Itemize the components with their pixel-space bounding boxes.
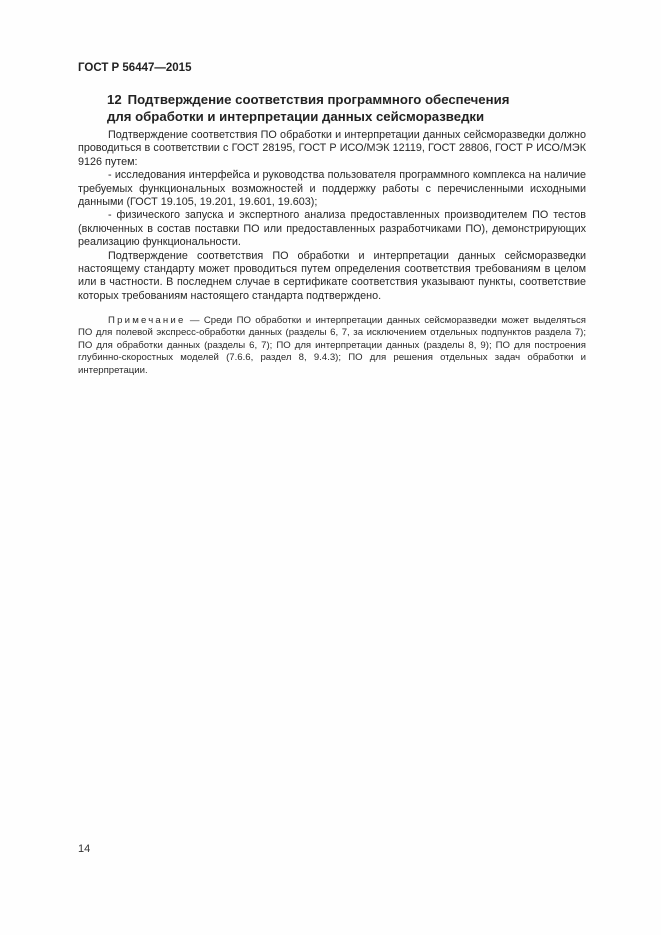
note-dash: — bbox=[185, 315, 204, 326]
note-paragraph bbox=[78, 315, 586, 377]
note-label: Примечание bbox=[108, 315, 186, 326]
section-title-text-1: Подтверждение соответствия программного обеспечения bbox=[127, 92, 510, 107]
document-header-standard-id: ГОСТ Р 56447—2015 bbox=[78, 62, 192, 74]
section-title-line-2: для обработки и интерпретации данных сейсморазведки bbox=[107, 109, 485, 124]
page-number: 14 bbox=[78, 843, 91, 855]
section-body bbox=[78, 129, 586, 303]
paragraph-intro: Подтверждение соответствия ПО обработки и интерпретации данных сейсморазведки должно проводиться в соответствии с ГОСТ 28195, ГОСТ Р ИСО/МЭК 12119, ГОСТ 28806, ГОСТ Р ИСО/МЭК 9126 путем: bbox=[78, 129, 586, 168]
note-text: Среди ПО обработки и интерпретации данных сейсморазведки может выделяться ПО для полевой экспресс-обработки данных (разделы 6, 7, за исключением отдельных подпунктов раздела 7); ПО для обработки данных (разделы 6, 7); ПО для интерпретации данных (разделы 8, 9); ПО для построения глубинно-скоростных моделей (7.6.6, раздел 8, 9.4.3); ПО для решения отдельных задач обработки и интерпретации. bbox=[78, 315, 586, 376]
section-title-line-1 bbox=[107, 91, 577, 108]
section-number: 12 bbox=[107, 92, 122, 107]
note-block bbox=[78, 315, 586, 377]
list-item-interface-study: - исследования интерфейса и руководства пользователя программного комплекса на наличие требуемых функциональных возможностей и поддержку работы с перечисленными исходными данными (ГОСТ 19.105, 19.201, 19.601, 19.603); bbox=[78, 169, 586, 209]
section-heading bbox=[107, 91, 577, 125]
paragraph-partial-conformity: Подтверждение соответствия ПО обработки и интерпретации данных сейсморазведки настоящему стандарту может проводиться путем определения соответствия требованиям в целом или в частности. В последнем случае в сертификате соответствия указывают пункты, соответствие которых требованиям настоящего стандарта подтверждено. bbox=[78, 249, 586, 302]
list-item-test-analysis: - физического запуска и экспертного анализа предоставленных производителем ПО тестов (включенных в состав поставки ПО или предоставленных разработчиками ПО), демонстрирующих реализацию функциональности. bbox=[78, 209, 586, 249]
